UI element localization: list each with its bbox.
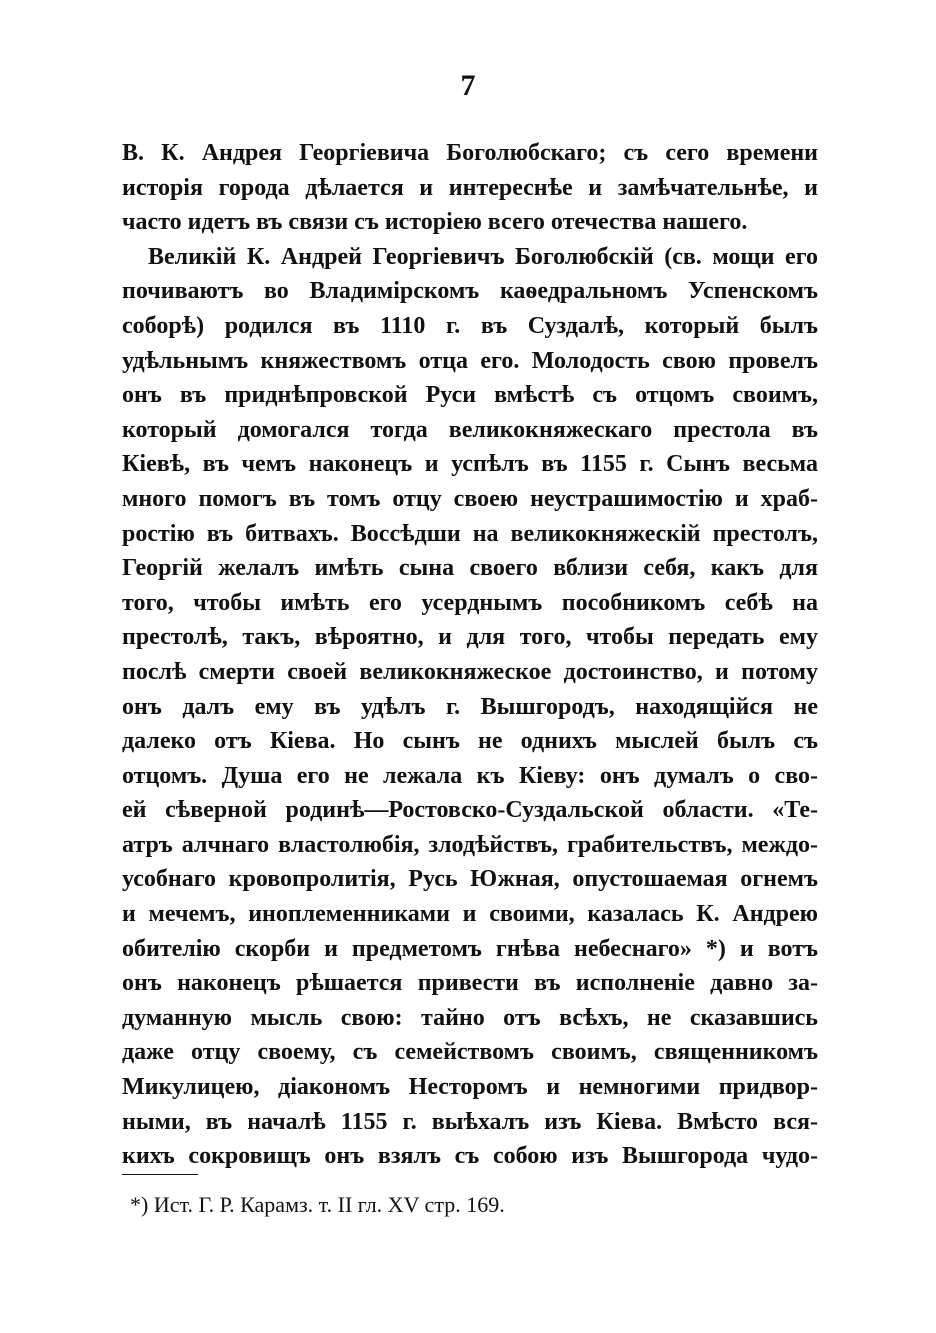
text-line: думанную мысль свою: тайно отъ всѣхъ, не сказавшись [122,1004,818,1031]
text-line: почиваютъ во Владимірскомъ каѳедральномъ Успенскомъ [122,278,818,305]
text-line: кихъ сокровищъ онъ взялъ съ собою изъ Вышгорода чудо- [122,1143,818,1170]
text-line: того, чтобы имѣть его усерднымъ пособникомъ себѣ на [122,589,818,616]
text-line: обителію скорби и предметомъ гнѣва небеснаго» *) и вотъ [122,935,818,962]
text-line: престолѣ, такъ, вѣроятно, и для того, чтобы передать ему [122,624,818,651]
text-line: который домогался тогда великокняжескаго престола въ [122,416,818,443]
text-line: ростію въ битвахъ. Воссѣдши на великокняжескій престолъ, [122,520,818,547]
text-line: даже отцу своему, съ семействомъ своимъ, священникомъ [122,1039,818,1066]
text-line: онъ далъ ему въ удѣлъ г. Вышгородъ, находящійся не [122,693,818,720]
text-line: усобнаго кровопролитія, Русь Южная, опустошаемая огнемъ [122,866,818,893]
text-line: Георгій желалъ имѣть сына своего вблизи себя, какъ для [122,555,818,582]
text-line: ей сѣверной родинѣ—Ростовско-Суздальской области. «Те- [122,797,818,824]
text-line: много помогъ въ томъ отцу своею неустрашимостію и храб- [122,485,818,512]
text-line: онъ наконецъ рѣшается привести въ исполненіе давно за- [122,970,818,997]
page-number: 7 [460,69,476,102]
text-line: отцомъ. Душа его не лежала къ Кіеву: онъ думалъ о сво- [122,762,818,789]
text-line: Кіевѣ, въ чемъ наконецъ и успѣлъ въ 1155 г. Сынъ весьма [122,451,818,478]
text-line: Микулицею, діакономъ Несторомъ и немногими придвор- [122,1074,818,1101]
text-line: В. К. Андрея Георгіевича Боголюбскаго; съ сего времени [122,140,818,166]
text-line: удѣльнымъ княжествомъ отца его. Молодость свою провелъ [122,347,818,374]
body-text [122,136,818,1174]
footnote: *) Ист. Г. Р. Карамз. т. II гл. XV стр. 169. [130,1192,505,1217]
text-line: онъ въ приднѣпровской Руси вмѣстѣ съ отцомъ своимъ, [122,382,818,409]
text-line: и мечемъ, иноплеменниками и своими, казалась К. Андрею [122,901,818,928]
footnote-separator [122,1174,198,1175]
text-line: исторія города дѣлается и интереснѣе и замѣчательнѣе, и [122,174,818,201]
text-line: далеко отъ Кіева. Но сынъ не однихъ мыслей былъ съ [122,728,818,755]
text-line: соборѣ) родился въ 1110 г. въ Суздалѣ, который былъ [122,312,818,339]
paragraph-first-line: Великій К. Андрей Георгіевичъ Боголюбскій (св. мощи его [148,243,818,270]
text-line: ными, въ началѣ 1155 г. выѣхалъ изъ Кіева. Вмѣсто вся- [122,1108,818,1135]
text-line: атръ алчнаго властолюбія, злодѣйствъ, грабительствъ, междо- [122,831,818,858]
text-line: послѣ смерти своей великокняжеское достоинство, и потому [122,658,818,685]
text-line: часто идетъ въ связи съ исторіею всего отечества нашего. [122,209,748,236]
